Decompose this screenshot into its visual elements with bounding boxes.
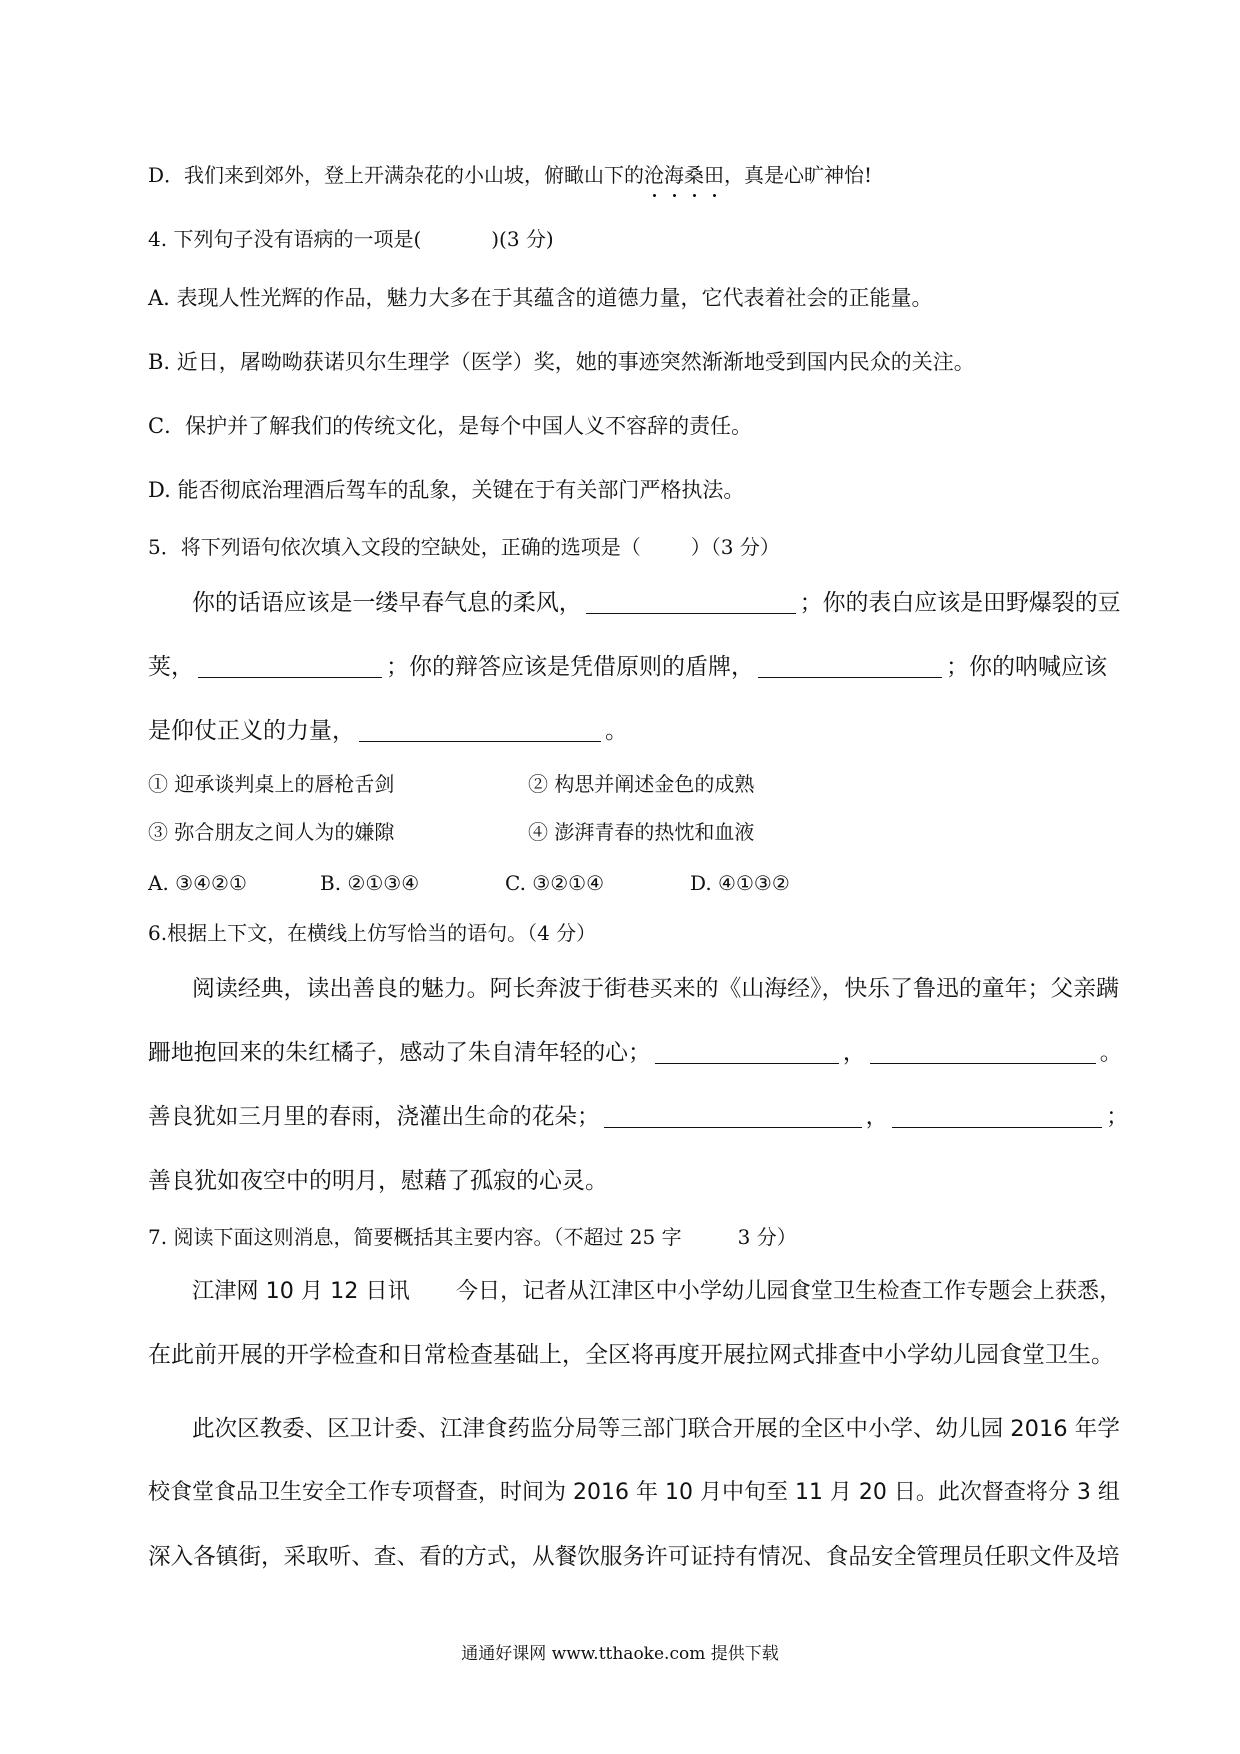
- q6-text: 跚地抱回来的朱红橘子，感动了朱自清年轻的心；: [148, 1040, 651, 1066]
- emphasis-char: 桑: [684, 160, 704, 190]
- q7-passage-line-1: [192, 1276, 1121, 1306]
- q5-text: ；你的辩答应该是凭借原则的盾牌，: [386, 654, 754, 680]
- emphasis-char: 田: [704, 160, 724, 190]
- q5-passage-line-2: [148, 652, 1107, 682]
- q7-text: 今日，记者从江津区中小学幼儿园食堂卫生检查工作专题会上获悉，: [455, 1278, 1122, 1304]
- q5-choice-b: B. ②①③④: [320, 871, 420, 895]
- q6-text: 善良犹如三月里的春雨，浇灌出生命的花朵；: [148, 1104, 600, 1130]
- q7-text: 江津网 10 月 12 日讯: [192, 1278, 410, 1304]
- q5-stem-text: 5．将下列语句依次填入文段的空缺处，正确的选项是（: [148, 535, 641, 559]
- q5-score: ）（3 分）: [690, 535, 780, 559]
- answer-blank[interactable]: [892, 1105, 1102, 1128]
- q6-text: ；: [1106, 1104, 1129, 1130]
- q7-stem-text: 7. 阅读下面这则消息，简要概括其主要内容。（不超过 25 字: [148, 1225, 682, 1249]
- q5-choice-c: C. ③②①④: [505, 871, 605, 895]
- q5-passage-line-3: [148, 716, 628, 746]
- answer-blank[interactable]: [586, 591, 796, 614]
- page-footer: 通通好课网 www.tthaoke.com 提供下载: [461, 1644, 779, 1664]
- q5-text: 。: [605, 718, 628, 744]
- q5-item-2: ② 构思并阐述金色的成熟: [528, 772, 755, 796]
- q6-passage-line-2: [148, 1038, 1123, 1068]
- q7-passage-line-5: 深入各镇街，采取听、查、看的方式，从餐饮服务许可证持有情况、食品安全管理员任职文件及培: [148, 1544, 1120, 1570]
- q5-passage-line-1: [192, 588, 1121, 618]
- q4-option-c: C．保护并了解我们的传统文化，是每个中国人义不容辞的责任。: [148, 414, 753, 438]
- q5-text: ；你的呐喊应该: [946, 654, 1107, 680]
- q4-option-a: A. 表现人性光辉的作品，魅力大多在于其蕴含的道德力量，它代表着社会的正能量。: [148, 286, 933, 310]
- q5-text: ；你的表白应该是田野爆裂的豆: [799, 590, 1121, 616]
- emphasis-char: 海: [664, 160, 684, 190]
- q4-option-b: B. 近日，屠呦呦获诺贝尔生理学（医学）奖，她的事迹突然渐渐地受到国内民众的关注。: [148, 350, 975, 374]
- q4-score: )(3 分): [491, 227, 554, 251]
- q6-passage-line-4: 善良犹如夜空中的明月，慰藉了孤寂的心灵。: [148, 1168, 608, 1194]
- q7-passage-line-2: 在此前开展的开学检查和日常检查基础上，全区将再度开展拉网式排查中小学幼儿园食堂卫生。: [148, 1342, 1114, 1368]
- q4-option-d: D. 能否彻底治理酒后驾车的乱象，关键在于有关部门严格执法。: [148, 478, 745, 502]
- q6-passage-line-1: 阅读经典，读出善良的魅力。阿长奔波于街巷买来的《山海经》，快乐了鲁迅的童年；父亲蹒: [192, 976, 1120, 1002]
- q5-text: 你的话语应该是一缕早春气息的柔风，: [192, 590, 582, 616]
- answer-blank[interactable]: [758, 655, 942, 678]
- q3-option-d-tail: ，真是心旷神怡!: [724, 163, 873, 187]
- q7-passage-line-4: 校食堂食品卫生安全工作专项督查，时间为 2016 年 10 月中旬至 11 月 20 日。此次督查将分 3 组: [148, 1480, 1120, 1505]
- q5-item-3: ③ 弥合朋友之间人为的嫌隙: [148, 820, 395, 844]
- q6-text: 。: [1099, 1040, 1123, 1066]
- q3-option-d: [148, 160, 872, 190]
- q6-text: ，: [842, 1040, 866, 1066]
- q5-text: 荚，: [148, 654, 194, 680]
- q5-choice-a: A. ③④②①: [148, 871, 247, 895]
- q3-option-d-text: D．我们来到郊外，登上开满杂花的小山坡，俯瞰山下的: [148, 163, 645, 187]
- q4-stem-text: 4. 下列句子没有语病的一项是(: [148, 227, 422, 251]
- q6-passage-line-3: [148, 1102, 1129, 1132]
- q4-stem: [148, 224, 554, 254]
- answer-blank[interactable]: [198, 655, 382, 678]
- q7-passage-line-3: 此次区教委、区卫计委、江津食药监分局等三部门联合开展的全区中小学、幼儿园 2016 年学: [192, 1416, 1120, 1442]
- answer-blank[interactable]: [604, 1105, 862, 1128]
- q7-score: 3 分）: [737, 1225, 797, 1249]
- q6-text: ，: [865, 1104, 889, 1130]
- answer-blank[interactable]: [870, 1041, 1096, 1064]
- q5-item-4: ④ 澎湃青春的热忱和血液: [528, 820, 755, 844]
- q7-stem: [148, 1222, 797, 1252]
- q5-stem: [148, 532, 780, 562]
- answer-blank[interactable]: [359, 719, 601, 742]
- q5-item-1: ① 迎承谈判桌上的唇枪舌剑: [148, 772, 395, 796]
- q5-choice-d: D. ④①③②: [690, 871, 790, 895]
- answer-blank[interactable]: [655, 1041, 839, 1064]
- q5-text: 是仰仗正义的力量，: [148, 718, 355, 744]
- emphasis-char: 沧: [644, 160, 664, 190]
- q6-stem: 6.根据上下文，在横线上仿写恰当的语句。（4 分）: [148, 921, 597, 945]
